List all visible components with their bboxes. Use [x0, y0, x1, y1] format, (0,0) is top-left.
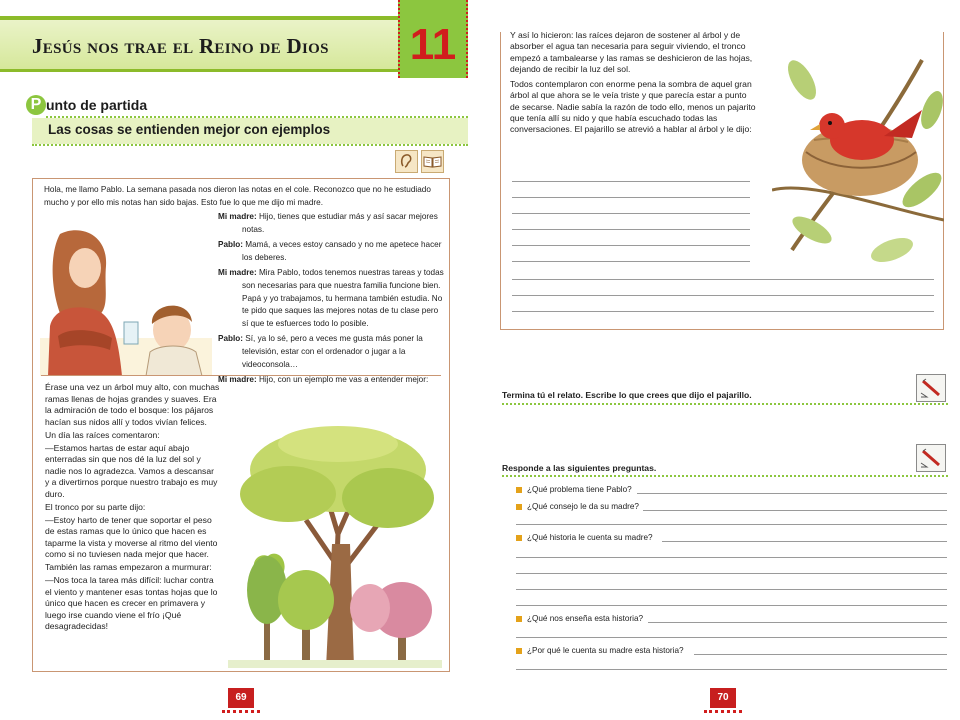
answer-line[interactable] [637, 493, 947, 494]
task-instruction: Termina tú el relato. Escribe lo que crees que dijo el pajarillo. [502, 390, 752, 400]
line-text: Hijo, tienes que estudiar más y así sacar mejores notas. [242, 212, 438, 234]
line-text: Mamá, a veces estoy cansado y no me apetece hacer los deberes. [242, 240, 442, 262]
speaker: Mi madre: [218, 375, 257, 385]
ear-icon [395, 150, 418, 173]
reading-intro: Hola, me llamo Pablo. La semana pasada nos dieron las notas en el cole. Reconozco que no he estudiado mucho y por ello mis notas han sido bajas. Esto fue lo que me dijo mi madre. [44, 185, 431, 207]
answer-line[interactable] [516, 524, 947, 525]
question-bullet [516, 504, 522, 510]
line-text: Mira Pablo, todos tenemos nuestras tareas y todas son necesarias para que nuestra familia funcione bien. Papá y yo trabajamos, tu hermana también estudia. No te pido que saques las mejores notas de tu clase pero sí que te esfuerces todo lo posible. [242, 268, 444, 328]
dialogue-line [218, 239, 446, 264]
writing-line[interactable] [512, 261, 750, 262]
task-instruction: Responde a las siguientes preguntas. [502, 463, 657, 473]
question-bullet [516, 535, 522, 541]
line-text: Sí, ya lo sé, pero a veces me gusta más poner la televisión, estar con el ordenador o jugar a la videoconsola… [242, 334, 423, 369]
story-paragraph: Un día las raíces comentaron: [45, 429, 160, 440]
page-dots-left [222, 710, 260, 713]
question-bullet [516, 487, 522, 493]
dialogue-line [218, 267, 446, 330]
tree-illustration [228, 424, 442, 673]
story-paragraph: Y así lo hicieron: las raíces dejaron de sostener al árbol y de absorber el agua tan necesaria para seguir viviendo, el tronco empezó a tambalearse y las ramas se deshicieron de las hojas, dejando de recibir la luz del sol. [510, 30, 753, 74]
subtitle: Las cosas se entienden mejor con ejemplos [48, 122, 331, 137]
answer-line[interactable] [694, 654, 947, 655]
question-bullet [516, 616, 522, 622]
story-paragraph: También las ramas empezaron a murmurar: [45, 562, 212, 572]
answer-line[interactable] [516, 605, 947, 606]
task-dotted-rule [502, 475, 948, 477]
subtitle-dotted-rule [32, 144, 468, 146]
answer-line[interactable] [516, 637, 947, 638]
bird-nest-illustration [772, 40, 944, 275]
writing-line[interactable] [512, 229, 750, 230]
story-column [45, 382, 220, 634]
answer-line[interactable] [516, 573, 947, 574]
dialogue-line [218, 333, 446, 371]
dialogue-line [218, 374, 446, 387]
answer-line[interactable] [643, 510, 947, 511]
story-continued [510, 30, 756, 140]
story-paragraph: Érase una vez un árbol muy alto, con muchas ramas llenas de hojas grandes y suaves. Era la admiración de todo el bosque: los pájaros hacían sus nidos allí y todos vivían felices. [45, 382, 220, 427]
speaker: Pablo: [218, 240, 244, 250]
story-paragraph: El tronco por su parte dijo: [45, 501, 146, 512]
page-dots-right [704, 710, 742, 713]
answer-line[interactable] [662, 541, 947, 542]
writing-line[interactable] [512, 295, 934, 296]
question-bullet [516, 648, 522, 654]
question-text: ¿Qué nos enseña esta historia? [527, 614, 644, 623]
book-icon [421, 150, 444, 173]
story-paragraph: —Estoy harto de tener que soportar el peso de estas ramas que lo único que hacen es taparme la vista y moverse al ritmo del viento como si no tuviesen nada mejor que hacer. [45, 514, 218, 559]
answer-line[interactable] [516, 557, 947, 558]
writing-line[interactable] [512, 197, 750, 198]
question-text: ¿Qué problema tiene Pablo? [527, 485, 632, 494]
writing-line[interactable] [512, 311, 934, 312]
page-number-right: 70 [710, 688, 736, 708]
answer-line[interactable] [516, 589, 947, 590]
speaker: Mi madre: [218, 212, 257, 221]
story-paragraph: —Nos toca la tarea más difícil: luchar contra el viento y mantener esas tontas hojas que lo único que hacen es crecer en primavera y luego irse cuando viene el frío ¡Qué desagradecidas! [45, 575, 218, 631]
writing-line[interactable] [512, 245, 750, 246]
writing-line[interactable] [512, 279, 934, 280]
mother-child-illustration [40, 226, 212, 381]
question-text: ¿Qué historia le cuenta su madre? [527, 533, 653, 542]
writing-line[interactable] [512, 213, 750, 214]
page-number-left: 69 [228, 688, 254, 708]
pencil-icon [916, 374, 946, 402]
answer-line[interactable] [648, 622, 947, 623]
section-label: unto de partida [46, 97, 148, 113]
speaker: Pablo: [218, 334, 244, 344]
story-paragraph: —Estamos hartas de estar aquí abajo enterradas sin que nos dé la luz del sol y nadie nos lo agradezca. Vamos a descansar y a divertirnos porque nuestro trabajo es muy duro. [45, 442, 218, 499]
line-text: Hijo, con un ejemplo me vas a entender mejor: [256, 375, 429, 385]
question-text: ¿Por qué le cuenta su madre esta historia? [527, 646, 684, 655]
dialogue-block [218, 211, 446, 390]
story-paragraph: Todos contemplaron con enorme pena la sombra de aquel gran árbol al que ahora se le veía triste y que parecía estar a punto de secarse. Nadie sabía la razón de todo ello, menos un pajarito que tenía allí su nido y que había escuchado todas las conversaciones. El pajarillo se atrevió a hablar al árbol y le dijo: [510, 79, 756, 135]
writing-line[interactable] [512, 181, 750, 182]
dialogue-line [218, 211, 446, 236]
pencil-icon [916, 444, 946, 472]
section-badge: P [26, 95, 46, 115]
chapter-number: 11 [409, 20, 457, 69]
task-dotted-rule [502, 403, 948, 405]
chapter-title: Jesús nos trae el Reino de Dios [32, 34, 329, 58]
question-text: ¿Qué consejo le da su madre? [527, 502, 639, 511]
dialogue-separator [41, 375, 441, 376]
answer-line[interactable] [516, 669, 947, 670]
speaker: Mi madre: [218, 268, 257, 278]
